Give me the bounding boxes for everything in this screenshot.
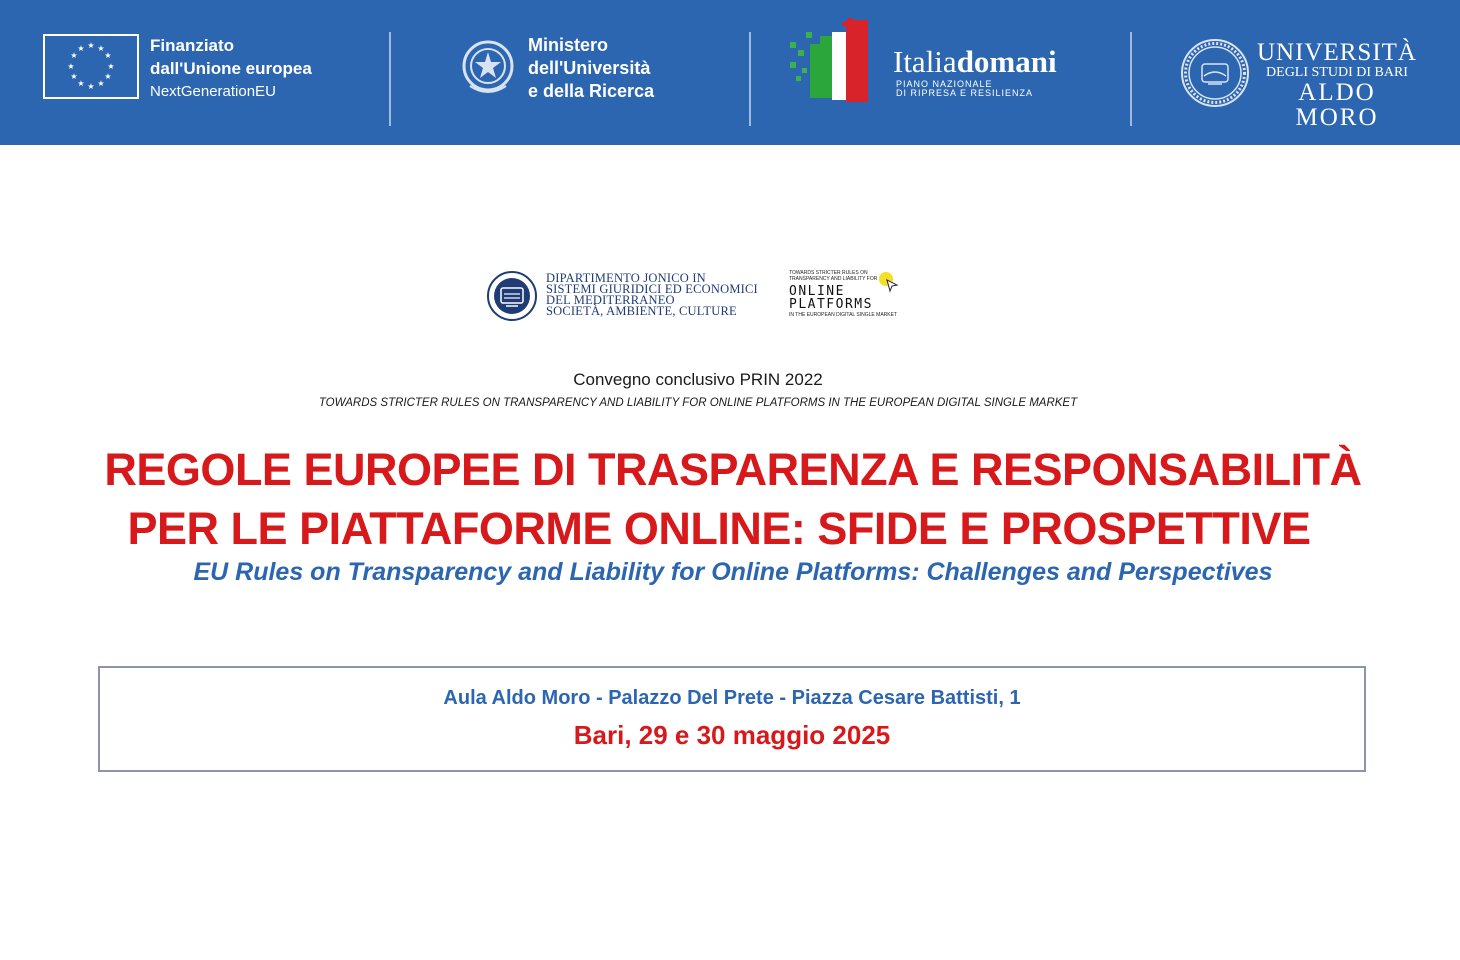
italia-word-bold: domani xyxy=(956,44,1057,79)
header-banner xyxy=(0,0,1460,145)
mur-line3: e della Ricerca xyxy=(528,81,655,101)
dept-line2: SISTEMI GIURIDICI ED ECONOMICI xyxy=(546,282,758,296)
department-name xyxy=(546,273,758,317)
venue-address: Aula Aldo Moro - Palazzo Del Prete - Piazza Cesare Battisti, 1 xyxy=(443,687,1021,709)
svg-text:★: ★ xyxy=(97,79,105,88)
op-small-top1: TOWARDS STRICTER RULES ON xyxy=(789,270,868,276)
svg-text:★: ★ xyxy=(107,62,115,71)
uni-line2: DEGLI STUDI DI BARI xyxy=(1266,65,1408,80)
dept-line1: DIPARTIMENTO JONICO IN xyxy=(546,271,706,285)
event-date: Bari, 29 e 30 maggio 2025 xyxy=(573,720,891,750)
uni-line3: ALDO MORO xyxy=(1295,79,1379,131)
svg-text:★: ★ xyxy=(87,82,95,91)
op-small-bottom: IN THE EUROPEAN DIGITAL SINGLE MARKET xyxy=(789,312,897,318)
svg-text:★: ★ xyxy=(104,51,112,60)
main-title-line2: PER LE PIATTAFORME ONLINE: SFIDE E PROSPETTIVE xyxy=(127,503,1311,554)
eu-line3: NextGenerationEU xyxy=(150,83,276,100)
cursor-arrow-icon xyxy=(885,278,901,294)
main-title-line1: REGOLE EUROPEE DI TRASPARENZA E RESPONSABILITÀ xyxy=(104,444,1362,495)
venue-box xyxy=(98,666,1366,772)
eu-line1: Finanziato xyxy=(150,36,235,55)
italia-sub2: DI RIPRESA E RESILIENZA xyxy=(896,88,1034,98)
italia-word-light: Italia xyxy=(893,44,957,79)
svg-text:★: ★ xyxy=(77,79,85,88)
department-seal-icon xyxy=(486,270,538,327)
eu-flag-logo xyxy=(43,34,139,99)
uni-line1: UNIVERSITÀ xyxy=(1257,39,1417,66)
italia-domani-wordmark xyxy=(893,44,1057,80)
svg-text:★: ★ xyxy=(70,51,78,60)
english-subtitle: EU Rules on Transparency and Liability for Online Platforms: Challenges and Perspectives xyxy=(193,558,1273,586)
svg-text:★: ★ xyxy=(87,41,95,50)
svg-text:★: ★ xyxy=(104,72,112,81)
mur-line1: Ministero xyxy=(528,35,609,55)
university-seal-icon xyxy=(1180,38,1250,113)
dept-line3: DEL MEDITERRANEO xyxy=(546,293,675,307)
op-small-top2: TRANSPARENCY AND LIABILITY FOR xyxy=(789,276,878,282)
svg-text:★: ★ xyxy=(70,72,78,81)
online-platforms-logo xyxy=(787,270,913,320)
banner-divider xyxy=(749,32,751,126)
svg-text:★: ★ xyxy=(67,62,75,71)
ministry-text xyxy=(528,34,654,103)
event-type: Convegno conclusivo PRIN 2022 xyxy=(573,370,823,389)
eu-funding-text xyxy=(150,34,312,103)
op-big1: ONLINE xyxy=(789,284,845,299)
italia-sub1: PIANO NAZIONALE xyxy=(896,79,993,89)
mur-line2: dell'Università xyxy=(528,58,651,78)
eu-line2: dall'Unione europea xyxy=(150,59,312,78)
dept-line4: SOCIETÀ, AMBIENTE, CULTURE xyxy=(546,304,737,318)
op-big2: PLATFORMS xyxy=(789,297,873,312)
italia-domani-flag-graphic xyxy=(788,18,888,109)
banner-divider xyxy=(389,32,391,126)
svg-text:★: ★ xyxy=(77,44,85,53)
svg-text:★: ★ xyxy=(97,44,105,53)
italian-republic-emblem-icon xyxy=(460,36,516,105)
banner-divider xyxy=(1130,32,1132,126)
project-title: TOWARDS STRICTER RULES ON TRANSPARENCY AND LIABILITY FOR ONLINE PLATFORMS IN THE EUROPEAN DIGITAL SINGLE MARKET xyxy=(318,397,1078,409)
university-wordmark xyxy=(1256,40,1418,130)
italia-domani-subtitle xyxy=(896,80,1033,98)
